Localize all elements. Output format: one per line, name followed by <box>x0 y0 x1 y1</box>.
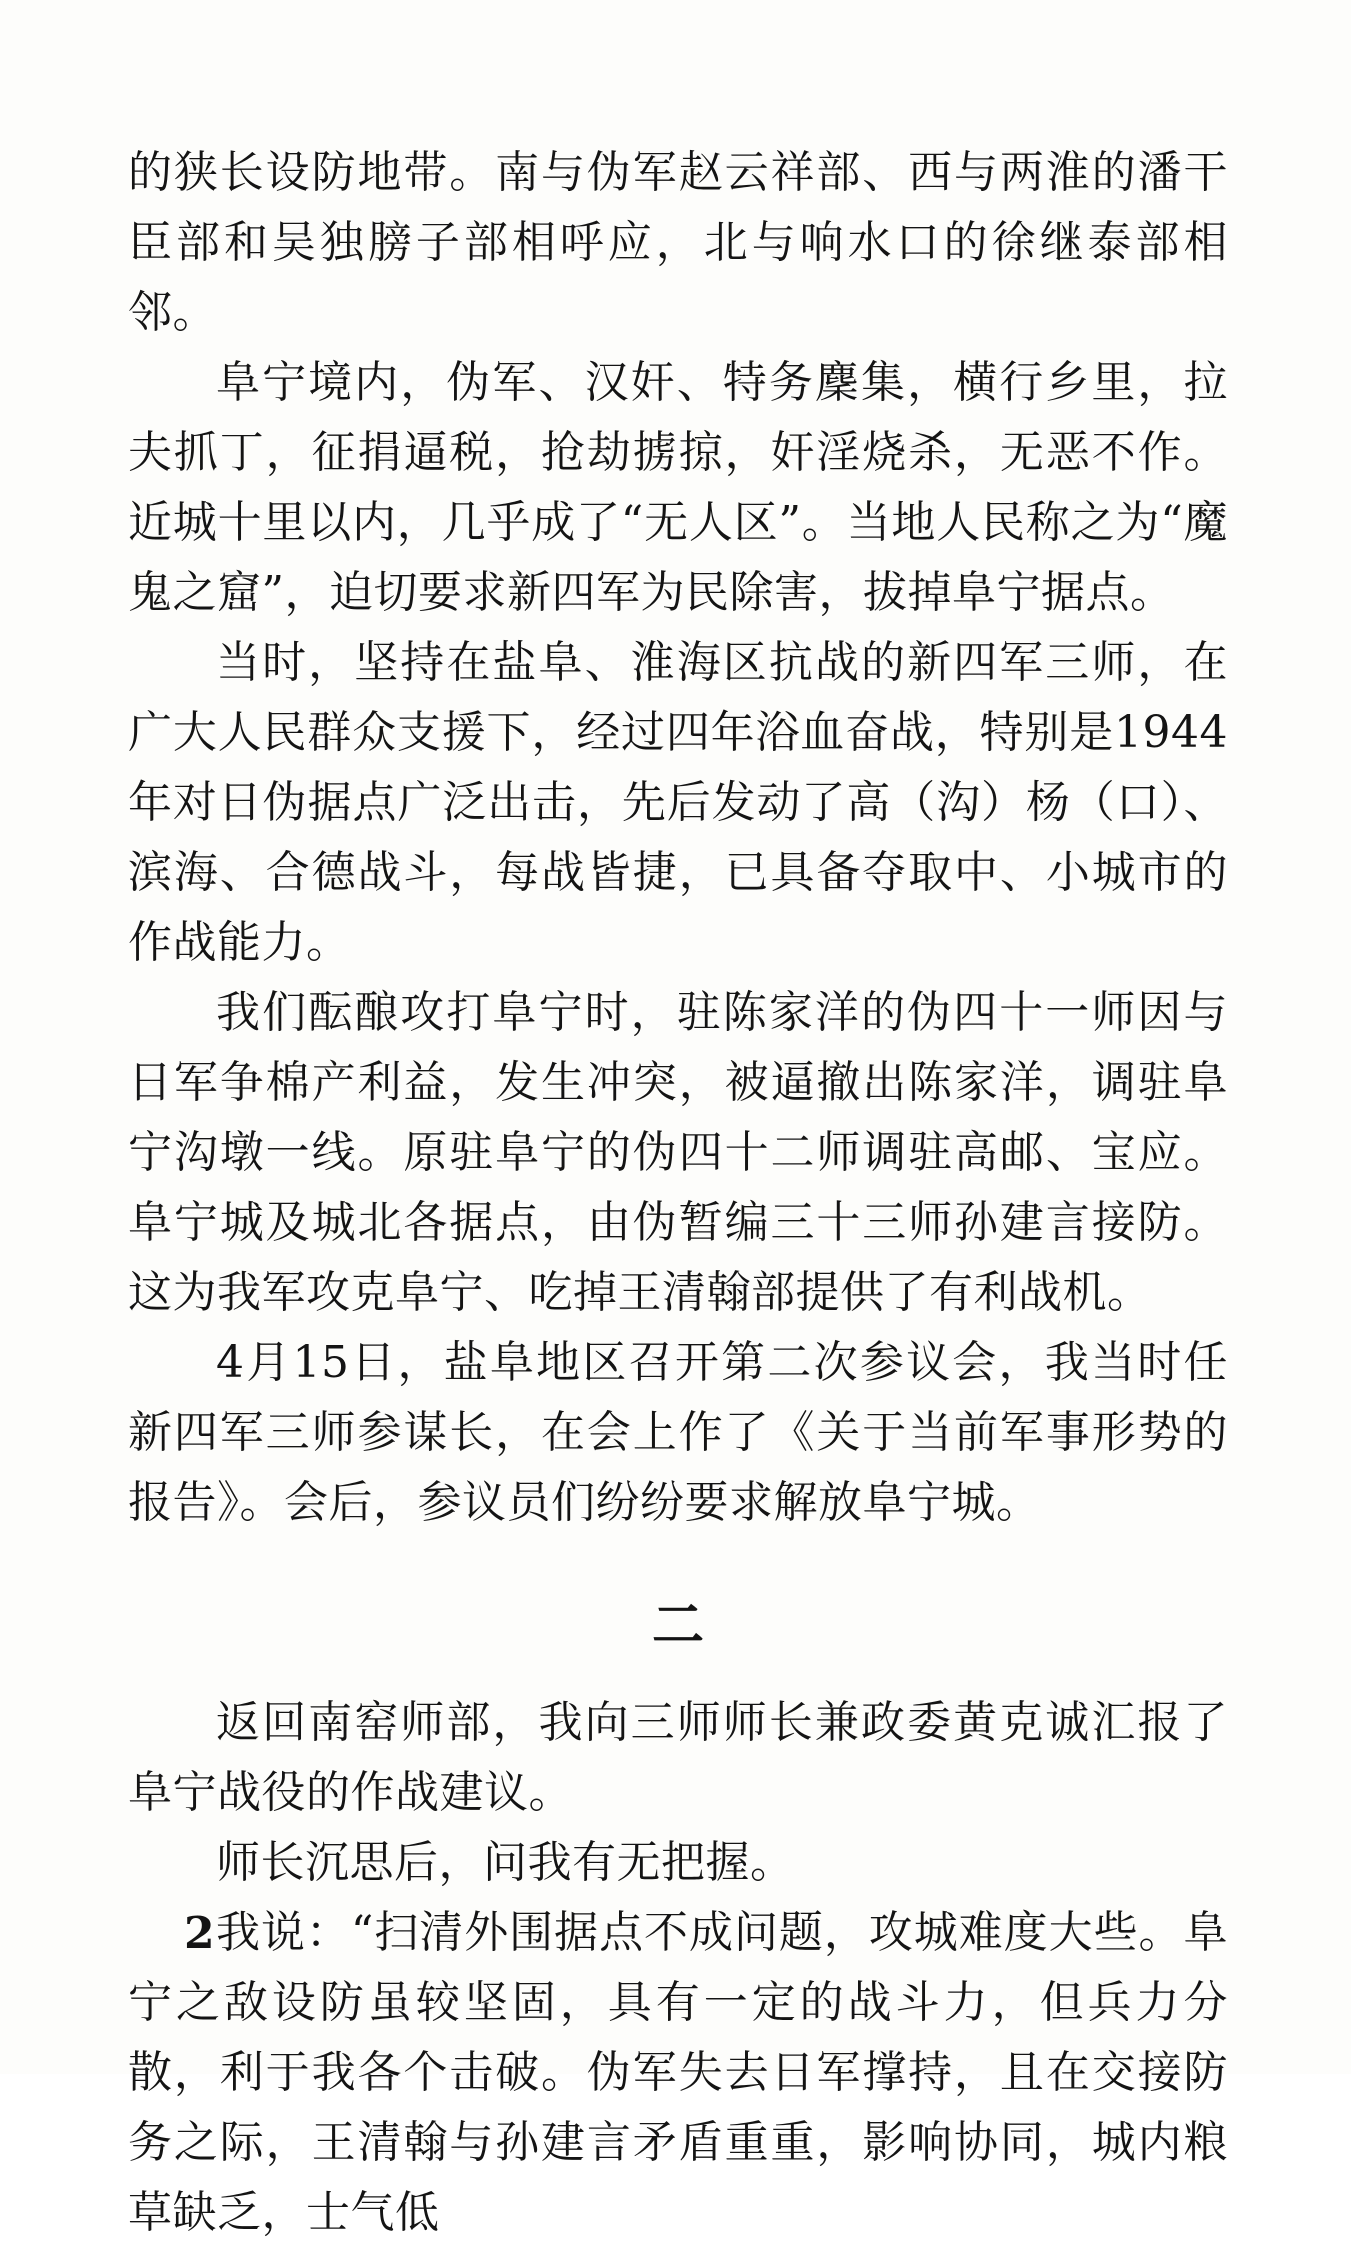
paragraph-1: 的狭长设防地带。南与伪军赵云祥部、西与两淮的潘干臣部和吴独膀子部相呼应，北与响水口的徐继泰部相邻。 <box>128 147 1228 338</box>
section-heading: 二 <box>651 1595 704 1656</box>
paragraph-4: 我们酝酿攻打阜宁时，驻陈家洋的伪四十一师因与日军争棉产利益，发生冲突，被逼撤出陈家洋，调驻阜宁沟墩一线。原驻阜宁的伪四十二师调驻高邮、宝应。阜宁城及城北各据点，由伪暂编三十三师孙建言接防。这为我军攻克阜宁、吃掉王清翰部提供了有利战机。 <box>128 987 1228 1318</box>
paragraph-8: 我说：“扫清外围据点不成问题，攻城难度大些。阜宁之敌设防虽较坚固，具有一定的战斗力，但兵力分散，利于我各个击破。伪军失去日军撑持，且在交接防务之际，王清翰与孙建言矛盾重重，影响协同，城内粮草缺乏，士气低 <box>128 1907 1228 2238</box>
paragraph-2: 阜宁境内，伪军、汉奸、特务麇集，横行乡里，拉夫抓丁，征捐逼税，抢劫掳掠，奸淫烧杀，无恶不作。近城十里以内，几乎成了“无人区”。当地人民称之为“魔鬼之窟”，迫切要求新四军为民除害，拔掉阜宁据点。 <box>128 357 1228 618</box>
paragraph-7: 师长沉思后，问我有无把握。 <box>216 1837 795 1888</box>
body-text <box>128 138 1228 2248</box>
paragraph-5: 4月15日，盐阜地区召开第二次参议会，我当时任新四军三师参谋长，在会上作了《关于当前军事形势的报告》。会后，参议员们纷纷要求解放阜宁城。 <box>128 1337 1228 1528</box>
paragraph-6: 返回南窑师部，我向三师师长兼政委黄克诚汇报了阜宁战役的作战建议。 <box>128 1697 1228 1818</box>
page-number: 2 <box>184 1908 215 1959</box>
paragraph-3: 当时，坚持在盐阜、淮海区抗战的新四军三师，在广大人民群众支援下，经过四年浴血奋战，特别是1944年对日伪据点广泛出击，先后发动了高（沟）杨（口）、滨海、合德战斗，每战皆捷，已具备夺取中、小城市的作战能力。 <box>128 637 1228 968</box>
